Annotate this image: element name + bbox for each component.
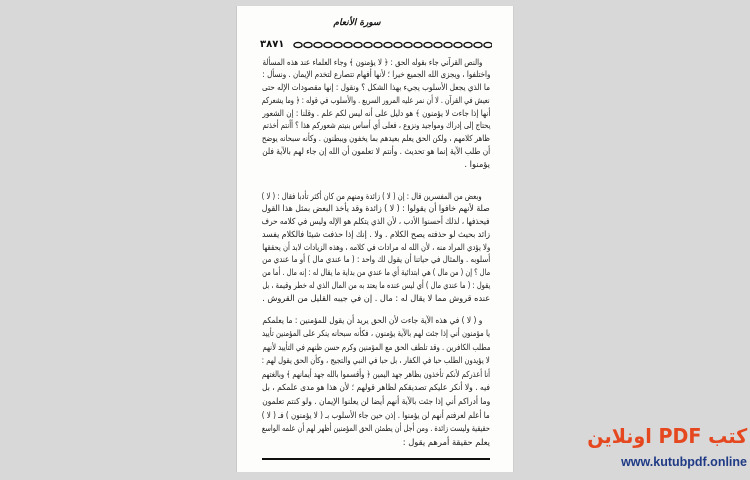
text-line <box>262 215 490 228</box>
text-line <box>262 409 490 423</box>
text-line-content: يا مؤمنون أني إذا جئت لهم بالآية يؤمنون ، فكأنه سبحانه ينكر على المؤمنين تأييد <box>262 328 490 339</box>
text-line <box>262 56 482 69</box>
text-line-content: أن طلب الآية إنما هو تحديث . وأنتم لا تعلمون أن الله إن جاء لهم بالآية فلن <box>261 146 490 157</box>
text-line <box>262 327 490 341</box>
paragraph <box>262 314 490 450</box>
watermark-url: www.kutubpdf.online <box>621 455 747 469</box>
text-line-content: أنها إذا جاءت لا يؤمنون ﴾ هو دليل على أنه ليس لكم علم . وقلنا : إن الشعور <box>262 107 490 118</box>
text-line <box>262 253 490 266</box>
surah-title-calligraphy: سورة الأنعام <box>333 18 381 28</box>
text-line-content: ما أعلم لعرفتم أنهم لن يؤمنوا . إذن حين جاء الأسلوب بـ ( لا يؤمنون ) فـ ( لا ) <box>262 409 490 420</box>
text-line-content: ما الذي يجعل الأسلوب يجيء بهذا الشكل ؟ ونقول : إنها مقصودات الإله حتى <box>262 82 490 93</box>
text-line-content: لا يؤيدون الطلب حبا في الكفار ، بل حبا في النبي والتجيج ، وكأن الحق يقول لهم : <box>262 355 490 366</box>
text-body <box>262 6 490 472</box>
text-line <box>262 292 490 305</box>
text-line <box>262 422 490 436</box>
text-line <box>262 132 490 145</box>
text-line-content: يؤمنوا . <box>464 158 490 169</box>
text-line-content: واختلفوا ، ويجزى الله الجميع خيرا ؛ لأنها أفهام تتصارع لتخدم الإيمان . ونسأل : <box>262 69 490 80</box>
text-line <box>262 241 490 254</box>
text-line-content: صلة لأنهم خافوا أن يقولوا : ( لا ) زائدة وقد يأخذ البعض بمثل هذا القول <box>261 203 490 214</box>
text-line <box>262 68 490 81</box>
text-line <box>262 395 490 409</box>
text-line-content: فيه . ولا أنكر عليكم تصديقكم لظاهر قولهم ؛ لأن هذا هو مدى علمكم ، بل <box>262 382 490 393</box>
bottom-rule <box>262 458 490 460</box>
text-line-content: والنص القرآني جاء بقوله الحق : ﴿ لا يؤمنون ﴾ وجاء العلماء عند هذه المسألة <box>262 56 482 67</box>
text-line <box>262 202 490 215</box>
text-line <box>262 145 490 158</box>
text-line-content: يقول : ( ما عندي مال ) أي ليس عنده ما يعتد به من المال الذي له خطر وقيمة ، بل <box>262 280 490 291</box>
text-line <box>262 279 490 292</box>
text-line-content: و ( لا ) في هذه الآية جاءت لأن الحق يريد أن يقول للمؤمنين : ما يعلمكم <box>262 314 482 325</box>
paragraph <box>262 56 490 171</box>
text-line-content: ولا يؤدي المراد منه ، لأن الله له مرادات في كلامه ، وهذه الزيادات لابد أن يحققها <box>261 241 490 252</box>
text-line-content: وما أدراكم أني إذا جئت بالآية أنهم أيضا لن يعلنوا الإيمان . ولو كنتم تعلمون <box>262 396 490 407</box>
text-line-content: حقيقية وليست زائدة . ومن أجل أن يطمئن الحق المؤمنين أظهر لهم أن علمه الواسع <box>261 423 490 434</box>
watermark-logo-text: كتب PDF اونلاين <box>586 424 747 448</box>
text-line <box>262 266 490 279</box>
text-line-content: زائد بحيث لو حذفته يصح الكلام . ولا . إنك إذا حذفت شيئا فالكلام يفسد <box>262 228 490 239</box>
text-line <box>262 158 490 171</box>
text-line-content: مال ؟ إن ( من مال ) هي ابتدائية أي ما عندي من بداية ما يقال له : إنه مال . أما من <box>261 267 490 278</box>
text-line <box>262 341 490 355</box>
text-line-content: وبعض من المفسرين قال : إن ( لا ) زائدة ومنهم من كان أكثر تأدبا فقال : ( لا ) <box>262 190 482 201</box>
text-line-content: يحتاج إلى إدراك ومواجيد ونزوع ، فعلى أي أساس بنيتم شعوركم هذا ؟ أأنتم أخذتم <box>262 120 490 131</box>
text-line <box>262 354 490 368</box>
text-line <box>262 190 482 203</box>
text-line-content: أنا أعذركم لأنكم تأخذون بظاهر جهد اليمين ﴿ وأقسموا بالله جهد أيمانهم ﴾ وبالغتهم <box>261 368 490 379</box>
text-line-content: فيحذفها ، لذلك أحسنوا الأدب ، لأن الذي يتكلم هو الإله وليس في كلامه حرف <box>261 216 490 227</box>
text-line <box>262 436 490 450</box>
page-number: ٣٨٧١ <box>260 39 285 50</box>
text-line-content: مطلب الكافرين . وقد تلطف الحق مع المؤمنين وكرم حسن ظنهم في التأييد لأنهم <box>262 341 490 352</box>
paragraph <box>262 190 490 305</box>
text-line <box>262 119 490 132</box>
text-line <box>262 368 490 382</box>
book-page <box>237 6 513 472</box>
text-line-content: يعلم حقيقة أمرهم يقول : <box>402 436 490 447</box>
text-line <box>262 314 482 328</box>
text-line-content: نعيش في القرآن . لا أن نمر عليه المرور السريع . والأسلوب في قوله : ﴿ وما يشعركم <box>262 94 490 105</box>
text-line <box>262 107 490 120</box>
text-line <box>262 94 490 107</box>
text-line <box>262 381 490 395</box>
text-line-content: أسلوبه . والمثال في حياتنا أن يقول لك واحد : ( ما عندي مال ) أو ما عندي من <box>261 254 490 265</box>
text-line-content: عنده قروش مما لا يقال له : مال . إن في جيبه القليل من القروش . <box>262 292 490 303</box>
text-line-content: ظاهر كلامهم ، ولكن الحق يعلم بعيدهم بما يخفون ويبطنون . وكأنه سبحانه يوضح <box>262 133 490 144</box>
text-line <box>262 81 490 94</box>
text-line <box>262 228 490 241</box>
